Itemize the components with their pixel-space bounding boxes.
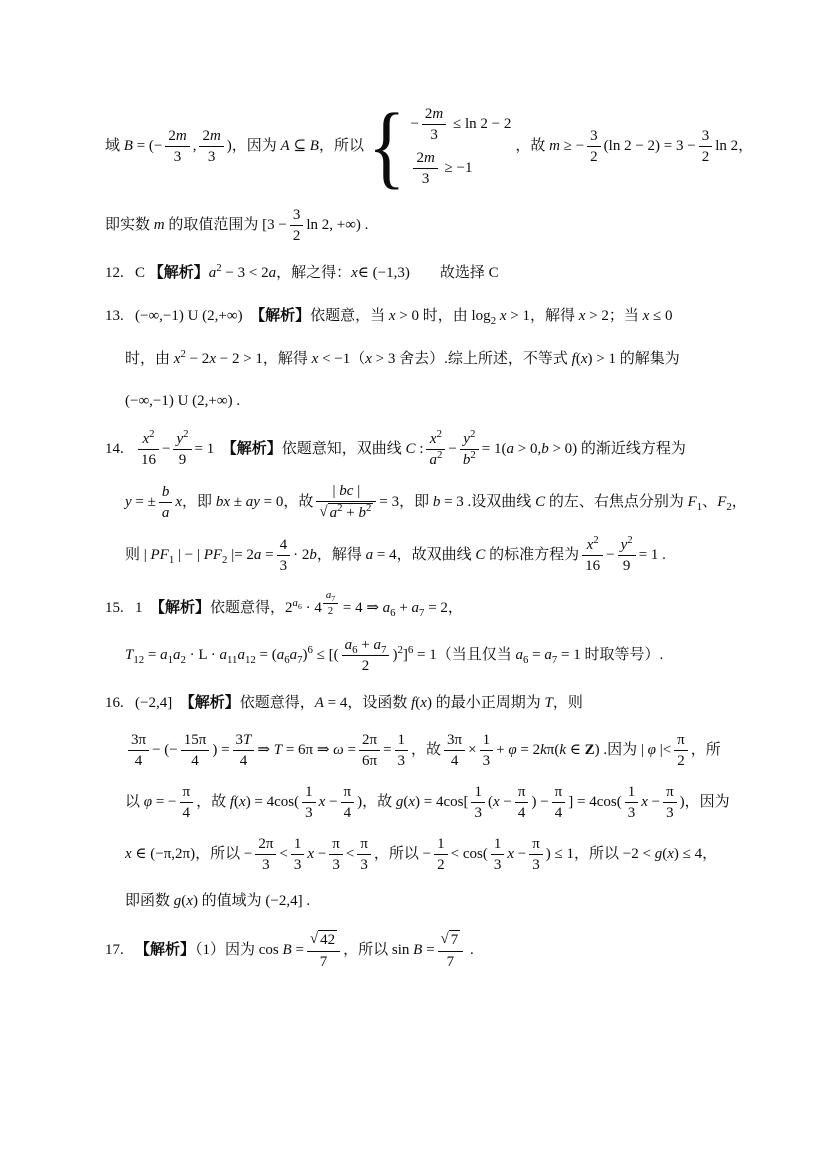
math-line: x ∈ (−π,2π)，所以 − $\frac{2\pi}{3}$ < $\frac{1}{3}$ x − $\frac{\pi}{3}$ < $\frac{\pi}{3}$ ，所以 − $\frac{1}{2}$ < cos( $\frac{1}{3}$ x − $\frac{\pi}{3}$ ) ≤ 1，所以 −2 < g(x) ≤ 4， xyxy=(125,836,718,874)
fraction: $\frac{1}{3}$ xyxy=(302,783,316,822)
fraction: $\frac{2m}{3}$ xyxy=(199,127,223,166)
item-number: 15. xyxy=(105,599,124,616)
math-line: 则 | $PF_1$ | − | $PF_2$ |= 2a = $\frac{4}{3}$ · 2b，解得 a = 4，故双曲线 C 的标准方程为 $\frac{x^2}{16}$ − $\frac{y^2}{9}$ = 1 . xyxy=(125,533,666,574)
fraction: $\frac{3\pi}{4}$ xyxy=(444,731,465,770)
fraction: $\frac{1}{3}$ xyxy=(491,835,505,874)
fraction: $\frac{y^2}{b^2}$ xyxy=(460,430,479,469)
fraction: $\frac{2m}{3}$ xyxy=(165,127,189,166)
item-number: 14. xyxy=(105,440,124,457)
item-number: 17. xyxy=(105,942,124,959)
solution-block-15 xyxy=(105,588,762,675)
curly-brace-icon: { xyxy=(367,93,406,199)
radical-sign-icon: √ xyxy=(319,504,328,520)
solution-block-17 xyxy=(105,930,762,971)
math-line: y = ± $\frac{b}{a}$ x，即 bx ± ay = 0，故 | bc | √ $a^2 + b^2$ = 3，即 b = 3 .设双曲线 C 的左、右焦点分别为 $F_1$、$F_2$， xyxy=(125,483,747,521)
math-line: (−∞,−1) U (2,+∞) . xyxy=(125,392,241,409)
solution-block-13 xyxy=(105,302,762,416)
radical-sign-icon: √ xyxy=(440,931,449,948)
fraction: $\frac{3T}{4}$ xyxy=(233,731,255,770)
fraction: $\frac{1}{3}$ xyxy=(291,835,305,874)
sqrt: √ 42 xyxy=(309,931,336,949)
item-number: 16. xyxy=(105,694,124,711)
math-line: $T_{12} = a_1a_2 \cdot L \cdot a_{11}a_{12} = (a_6a_7)^6$ ≤ [( $\frac{a_6 + a_7}{2}$ )$^2$]$^6$ = 1（当且仅当 $a_6 = a_7 = 1$ 时取等号）. xyxy=(125,636,664,674)
math-line: 即函数 g(x) 的值域为 (−2,4] . xyxy=(125,893,311,910)
fraction: $\frac{3}{2}$ xyxy=(587,127,601,166)
fraction: $\frac{15\pi}{4}$ xyxy=(181,731,210,770)
solution-block-11-continuation xyxy=(105,93,762,245)
fraction: $\frac{1}{3}$ xyxy=(625,783,639,822)
fraction: $\frac{2m}{3}$ xyxy=(422,105,446,144)
fraction: $\frac{x^2}{16}$ xyxy=(582,536,603,575)
radical-sign-icon: √ xyxy=(309,931,319,948)
fraction: √ 7 7 xyxy=(438,930,464,971)
math-line: 14. $\frac{x^2}{16}$ − $\frac{y^2}{9}$ = 1 【解析】依题意知，双曲线 C : $\frac{x^2}{a^2}$ − $\frac{y^2}{b^2}$ = 1(a > 0,b > 0) 的渐近线方程为 xyxy=(105,428,686,468)
math-line: 16. (−2,4] 【解析】依题意得，A = 4，设函数 f(x) 的最小正周期为 T，则 xyxy=(125,689,762,718)
fraction: $\frac{\pi}{4}$ xyxy=(552,783,566,822)
fraction: $\frac{2\pi}{3}$ xyxy=(255,835,276,874)
cases-group xyxy=(367,93,512,199)
fraction: $\frac{y^2}{9}$ xyxy=(618,536,636,575)
math-line: 15. 1 【解析】依题意得，$2^{a_6} \cdot 4$ $^{\frac{a_7}{2}}$ = 4 ⇒ $a_6 + a_7 = 2$， xyxy=(125,589,762,623)
fraction: a7 2 xyxy=(323,589,338,618)
fraction: $\frac{\pi}{3}$ xyxy=(357,835,371,874)
fraction: $\frac{a_6 + a_7}{2}$ xyxy=(342,636,390,675)
fraction: $\frac{4}{3}$ xyxy=(277,536,291,575)
math-line: 12. C 【解析】$a^2 - 3 < 2a$，解之得：x∈ (−1,3) 故选择 C xyxy=(125,259,762,288)
solution-block-16 xyxy=(105,689,762,917)
fraction: $\frac{\pi}{3}$ xyxy=(663,783,677,822)
solution-block-14 xyxy=(105,428,762,575)
math-line: 13. (−∞,−1) U (2,+∞) 【解析】依题意，当 x > 0 时，由 $\log_2 x > 1$，解得 x > 2；当 x ≤ 0 xyxy=(125,302,762,331)
fraction: $\frac{b}{a}$ xyxy=(159,483,173,522)
fraction: $\frac{3\pi}{4}$ xyxy=(128,731,149,770)
fraction: $\frac{2m}{3}$ xyxy=(413,149,437,188)
math-line: $\frac{3\pi}{4}$ − (− $\frac{15\pi}{4}$ ) = $\frac{3T}{4}$ ⇒ T = 6π ⇒ ω = $\frac{2\pi}{6\pi}$ = $\frac{1}{3}$ ，故 $\frac{3\pi}{4}$ × $\frac{1}{3}$ + φ = 2kπ(k ∈ Z) .因为 | φ |< $\frac{\pi}{2}$ ，所 xyxy=(125,731,762,770)
cases-row: $\frac{2m}{3}$ ≥ −1 xyxy=(410,149,511,188)
fraction: $\frac{x^2}{a^2}$ xyxy=(426,430,445,469)
fraction: $\frac{\pi}{4}$ xyxy=(515,783,529,822)
fraction: $\frac{\pi}{3}$ xyxy=(329,835,343,874)
fraction: $\frac{\pi}{2}$ xyxy=(674,731,688,770)
fraction: $\frac{\pi}{4}$ xyxy=(341,783,355,822)
sqrt: √ 7 xyxy=(440,931,459,949)
math-line: 时，由 $x^2 - 2x - 2 > 1$，解得 x < −1（x > 3 舍去）.综上所述，不等式 f(x) > 1 的解集为 xyxy=(125,347,680,367)
cases-row: − $\frac{2m}{3}$ ≤ ln 2 − 2 xyxy=(410,106,512,143)
fraction: $\frac{\pi}{4}$ xyxy=(180,783,194,822)
fraction: $\frac{3}{2}$ xyxy=(290,206,304,245)
fraction: √ 42 7 xyxy=(307,930,340,971)
fraction: $\frac{1}{3}$ xyxy=(395,731,409,770)
math-line: 即实数 m 的取值范围为 [3 − $\frac{3}{2}$ ln 2, +∞) . xyxy=(105,207,369,244)
solution-block-12 xyxy=(105,259,762,288)
item-number: 13. xyxy=(105,308,124,325)
item-number: 12. xyxy=(105,265,124,281)
fraction: $\frac{1}{3}$ xyxy=(480,731,494,770)
fraction: | bc | √ $a^2 + b^2$ xyxy=(316,482,376,523)
fraction: $\frac{1}{3}$ xyxy=(471,783,485,822)
math-line: 域 B = (− $\frac{2m}{3}$ , $\frac{2m}{3}$ )，因为 A ⊆ B，所以 { − $\frac{2m}{3}$ ≤ ln 2 − 2 $\frac{2m}{3}$ ≥ −1 ，故 m ≥ − $\frac{3}{2}$ (ln 2 − 2) = 3 − $\frac{3}{2}$ ln 2， xyxy=(105,93,754,199)
sqrt: √ $a^2 + b^2$ xyxy=(319,502,372,521)
fraction: $\frac{x^2}{16}$ xyxy=(138,430,159,469)
fraction: $\frac{y^2}{9}$ xyxy=(173,430,191,469)
math-line: 以 φ = − $\frac{\pi}{4}$ ，故 f(x) = 4cos( $\frac{1}{3}$ x − $\frac{\pi}{4}$ )，故 g(x) = 4cos[ $\frac{1}{3}$ (x − $\frac{\pi}{4}$ ) − $\frac{\pi}{4}$ ] = 4cos( $\frac{1}{3}$ x − $\frac{\pi}{3}$ )，因为 xyxy=(125,784,730,822)
math-line: 17. 【解析】（1）因为 cos B = √ 42 7 ，所以 sin B = √ 7 7 . xyxy=(105,931,474,971)
fraction: $\frac{1}{2}$ xyxy=(434,835,448,874)
fraction: $\frac{\pi}{3}$ xyxy=(529,835,543,874)
fraction: $\frac{2\pi}{6\pi}$ xyxy=(359,731,380,770)
fraction: $\frac{3}{2}$ xyxy=(699,127,713,166)
document-body xyxy=(105,93,762,971)
